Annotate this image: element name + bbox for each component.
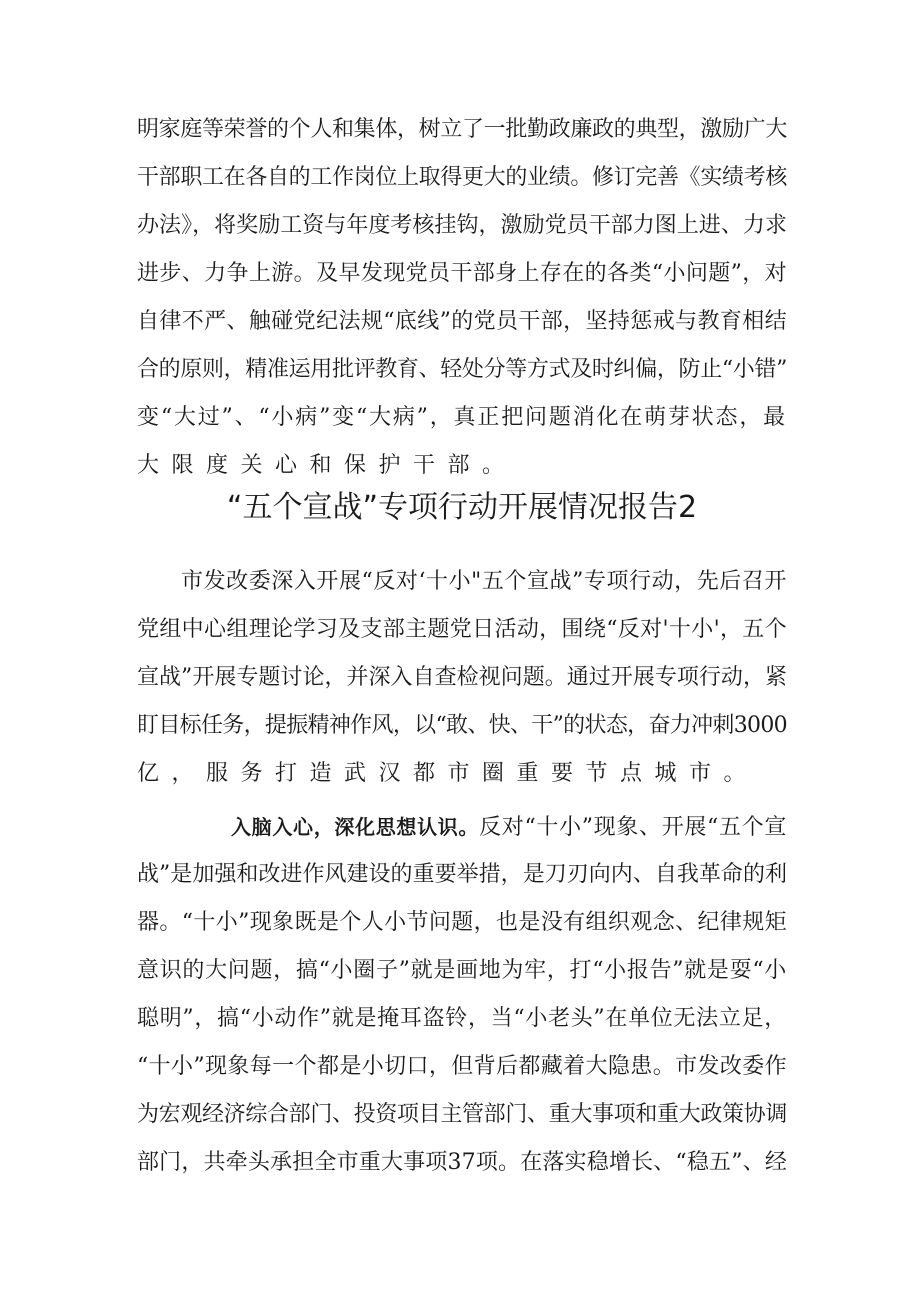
paragraph-line: 器。“十小”现象既是个人小节问题，也是没有组织观念、纪律规矩 [137, 910, 787, 935]
paragraph-line: 为宏观经济综合部门、投资项目主管部门、重大事项和重大政策协调 [137, 1102, 787, 1127]
paragraph-line: 市发改委深入开展“反对‘十小"五个宣战”专项行动，先后召开 [181, 569, 787, 594]
paragraph-line: 大限度关心和保护干部。 [137, 453, 517, 478]
paragraph-line: 明家庭等荣誉的个人和集体，树立了一批勤政廉政的典型，激励广大 [137, 117, 787, 142]
paragraph-line: 意识的大问题，搞“小圈子”就是画地为牢，打“小报告”就是耍“小 [137, 958, 787, 983]
paragraph-line: 进步、力争上游。及早发现党员干部身上存在的各类“小问题”，对 [137, 261, 787, 286]
paragraph-line: 变“大过”、“小病”变“大病”，真正把问题消化在萌芽状态，最 [137, 405, 787, 430]
paragraph-line: 亿，服务打造武汉都市圈重要节点城市。 [137, 761, 759, 786]
paragraph-line: 合的原则，精准运用批评教育、轻处分等方式及时纠偏，防止“小错” [137, 357, 787, 382]
paragraph-line: “十小”现象每一个都是小切口，但背后都藏着大隐患。市发改委作 [137, 1054, 787, 1079]
paragraph-text: 反对“十小”现象、开展“五个宣 [479, 815, 788, 840]
paragraph-line: 自律不严、触碰党纪法规“底线”的党员干部，坚持惩戒与教育相结 [137, 309, 787, 334]
paragraph-line: 党组中心组理论学习及支部主题党日活动，围绕“反对'十小'，五个 [137, 617, 787, 642]
paragraph-line: 宣战”开展专题讨论，并深入自查检视问题。通过开展专项行动，紧 [137, 665, 787, 690]
paragraph-line: 战”是加强和改进作风建设的重要举措，是刀刃向内、自我革命的利 [137, 862, 787, 887]
paragraph-line: 办法》，将奖励工资与年度考核挂钩，激励党员干部力图上进、力求 [137, 213, 787, 238]
paragraph-line: 部门，共牵头承担全市重大事项37项。在落实稳增长、“稳五”、经 [137, 1150, 787, 1175]
paragraph-line: 聪明”，搞“小动作”就是掩耳盗铃，当“小老头”在单位无法立足， [137, 1006, 787, 1031]
report-title: “五个宣战”专项行动开展情况报告2 [226, 490, 698, 525]
section-lead-heading: 入脑入心，深化思想认识。 [231, 815, 480, 839]
paragraph-line: 干部职工在各自的工作岗位上取得更大的业绩。修订完善《实绩考核 [137, 165, 787, 190]
paragraph-first-line [137, 812, 787, 843]
paragraph-line: 盯目标任务，提振精神作风，以“敢、快、干”的状态，奋力冲刺3000 [137, 713, 787, 738]
